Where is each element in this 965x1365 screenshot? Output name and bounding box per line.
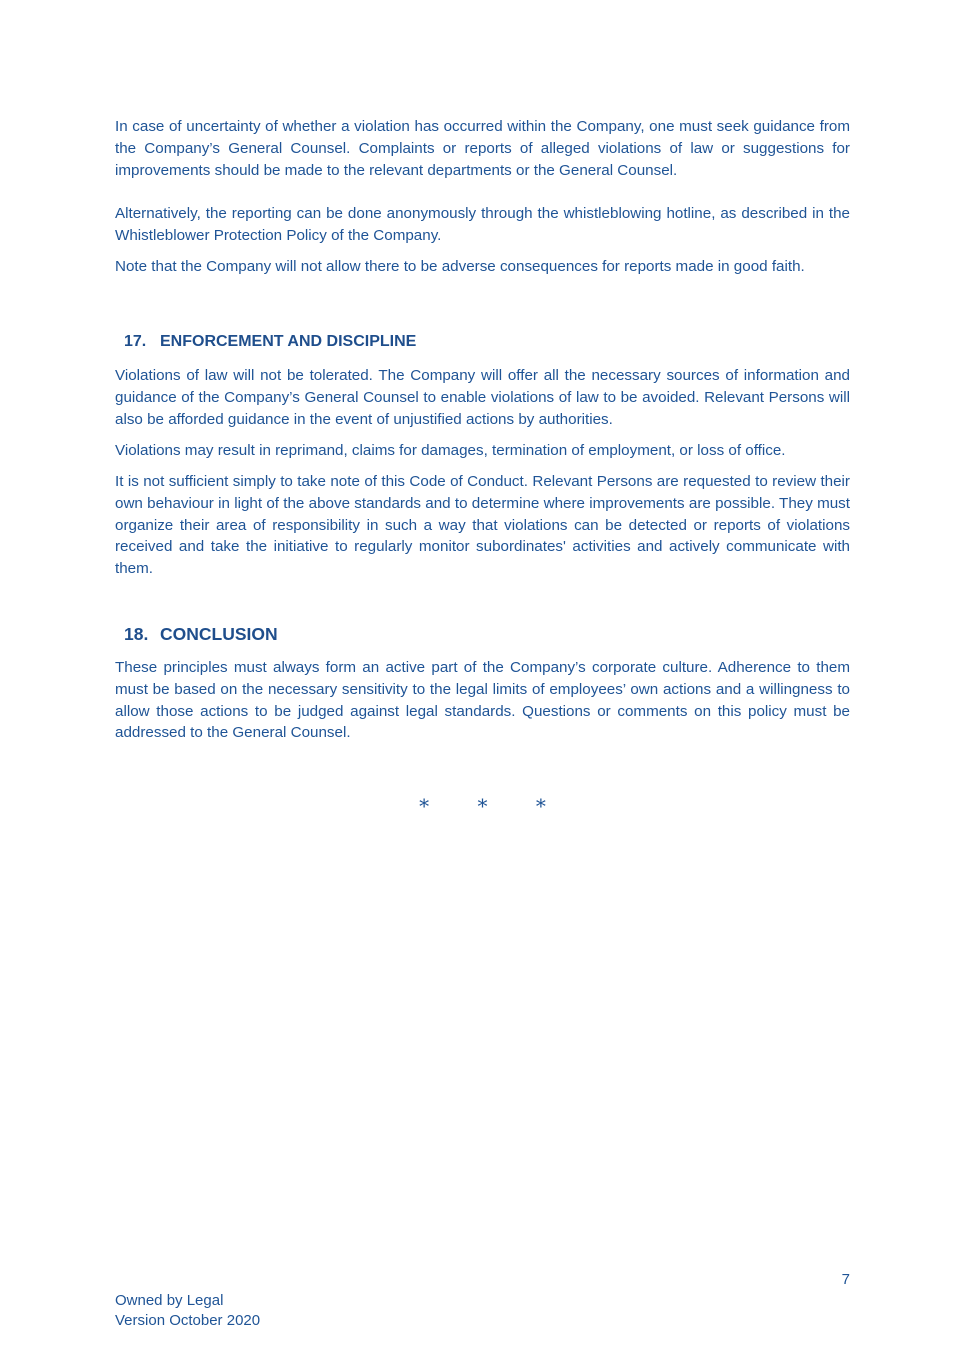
section-17-number: 17. — [124, 333, 147, 350]
section-18-title: CONCLUSION — [160, 624, 278, 644]
footer-owner: Owned by Legal — [115, 1292, 224, 1309]
section-18-paragraph-1: These principles must always form an active part of the Company’s corporate culture. Adherence to them must be based on the necessary sensitivity to the legal limits of employees’ own actions and a willingness to allow those actions to be judged against legal standards. Questions or comments on this policy must be addressed to the General Counsel. — [115, 659, 850, 742]
paragraph-anonymous-reporting: Alternatively, the reporting can be done anonymously through the whistleblowing hotline, as described in the Whistleblower Protection Policy of the Company. — [115, 205, 850, 244]
end-separator — [0, 794, 965, 818]
paragraph-guidance: In case of uncertainty of whether a violation has occurred within the Company, one must seek guidance from the Company’s General Counsel. Complaints or reports of alleged violations of law or suggestions for improvements should be made to the relevant departments or the General Counsel. — [115, 118, 850, 179]
paragraph-good-faith: Note that the Company will not allow there to be adverse consequences for reports made in good faith. — [115, 258, 805, 275]
asterisk-1: * — [419, 794, 430, 818]
section-18-heading — [124, 622, 278, 646]
page-number: 7 — [841, 1271, 850, 1288]
section-17-paragraph-3: It is not sufficient simply to take note of this Code of Conduct. Relevant Persons are requested to review their own behaviour in light of the above standards and to determine where improvements are possible. They must organize their area of responsibility in such a way that violations can be detected or reports of violations received and take the initiative to regularly monitor subordinates' activities and actively communicate with them. — [115, 473, 850, 578]
section-17-paragraph-2: Violations may result in reprimand, claims for damages, termination of employment, or loss of office. — [115, 442, 786, 459]
section-17-paragraph-1: Violations of law will not be tolerated. The Company will offer all the necessary sources of information and guidance of the Company’s General Counsel to enable violations of law to be avoided. Relevant Persons will also be afforded guidance in the event of unjustified actions by authorities. — [115, 367, 850, 428]
asterisk-3: * — [535, 794, 546, 818]
section-18-number: 18. — [124, 624, 149, 644]
footer-version: Version October 2020 — [115, 1312, 261, 1329]
section-17-title: ENFORCEMENT AND DISCIPLINE — [160, 333, 417, 350]
asterisk-2: * — [477, 794, 488, 818]
section-17-heading — [124, 331, 416, 353]
